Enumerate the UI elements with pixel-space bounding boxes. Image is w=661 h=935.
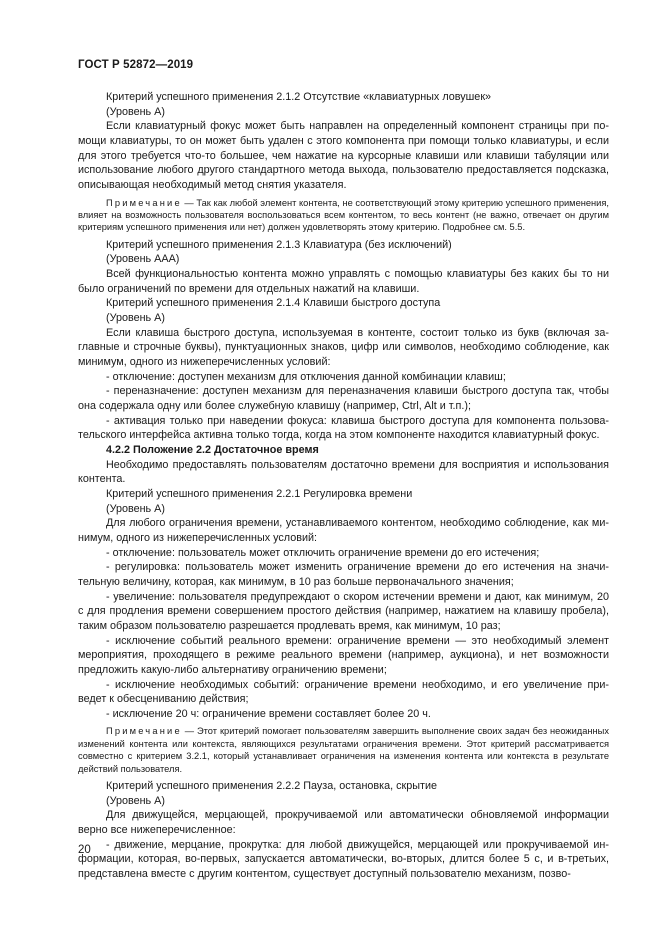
list-item: - исключение необходимых событий: ограничение времени необходимо, и его увеличение приведет к обесцениванию действия;: [78, 678, 609, 706]
criterion-heading: Критерий успешного применения 2.1.3 Клавиатура (без исключений): [106, 238, 452, 251]
list-item: - исключение событий реального времени: ограничение времени — это необходимый элемент мероприятия, проходящего в режиме реального времени (например, аукциона), и нет возможности предложить какую-либо альтернативу ограничению времени;: [78, 634, 609, 676]
paragraph: Если клавиша быстрого доступа, используемая в контенте, состоит только из букв (включая заглавные и строчные буквы), пунктуационных знаков, цифр или символов, необходимо соблюдение, как минимум, одного из нижеперечисленных условий:: [78, 326, 609, 369]
note-label: Примечание: [106, 197, 182, 208]
list-item: - регулировка: пользователь может изменить ограничение времени до его истечения на значительную величину, которая, как минимум, в 10 раз больше первоначального значения;: [78, 561, 609, 588]
criterion-heading: Критерий успешного применения 2.1.2 Отсутствие «клавиатурных ловушек»: [106, 91, 492, 103]
section-heading: 4.2.2 Положение 2.2 Достаточное время: [106, 444, 319, 456]
level-label: (Уровень А): [106, 312, 165, 325]
page-number: 20: [78, 844, 91, 856]
list-item: - исключение 20 ч: ограничение времени составляет более 20 ч.: [106, 707, 431, 720]
note: [78, 197, 609, 234]
paragraph: Если клавиатурный фокус может быть направлен на определенный компонент страницы при помощи клавиатуры, то он может быть удален с этого компонента при помощи только клавиатуры, и если для этого требуется что-то большее, чем нажатие на курсорные клавиши или клавиши табуляции или использование любого другого стандартного метода выхода, пользователю предоставляется подсказка, описывающая необходимый метод снятия указателя.: [78, 120, 609, 191]
paragraph: Всей функциональностью контента можно управлять с помощью клавиатуры без каких бы то ни было ограничений по времени для отдельных нажатий на клавиши.: [78, 268, 609, 295]
level-label: (Уровень ААА): [106, 253, 180, 266]
note-label: Примечание: [106, 726, 182, 737]
paragraph: Необходимо предоставлять пользователям достаточно времени для восприятия и использования контента.: [78, 458, 609, 486]
list-item: - увеличение: пользователя предупреждают о скором истечении времени и дают, как минимум, 20 с для продления времени совершением простого действия (например, нажатием на клавишу пробела), таким образом пользователю разрешается продлевать время, как минимум, 10 раз;: [78, 590, 609, 632]
criterion-heading: Критерий успешного применения 2.2.2 Пауза, остановка, скрытие: [106, 780, 437, 793]
document-body: [78, 90, 609, 882]
list-item: - движение, мерцание, прокрутка: для любой движущейся, мерцающей или прокручиваемой информации, которая, во-первых, запускается автоматически, во-вторых, длится более 5 с, и в-третьих, представлена вместе с другим контентом, существует доступный пользователю механизм, позво-: [78, 838, 609, 881]
note-text: — Этот критерий помогает пользователям завершить выполнение своих задач без неожиданных изменений контента или контекста, являющихся результатами ограничения времени. Этот критерий рассматривается совместно с критерием 3.2.1, который устанавливает ограничения на изменения контента или контекста в результате действий пользователя.: [78, 726, 609, 774]
paragraph: Для любого ограничения времени, устанавливаемого контентом, необходимо соблюдение, как минимум, одного из нижеперечисленных условий:: [78, 517, 609, 544]
criterion-heading: Критерий успешного применения 2.2.1 Регулировка времени: [106, 487, 413, 500]
criterion-heading: Критерий успешного применения 2.1.4 Клавиши быстрого доступа: [106, 297, 441, 310]
paragraph: Для движущейся, мерцающей, прокручиваемой или автоматически обновляемой информации верно все нижеперечисленное:: [78, 809, 609, 837]
level-label: (Уровень А): [106, 794, 165, 807]
level-label: (Уровень А): [106, 105, 165, 118]
list-item: - переназначение: доступен механизм для переназначения клавиши быстрого доступа так, чтобы она содержала одну или более служебную клавишу (например, Ctrl, Alt и т.п.);: [78, 385, 609, 413]
note: [78, 725, 609, 775]
list-item: - активация только при наведении фокуса: клавиша быстрого доступа для компонента пользовательского интерфейса активна только тогда, когда на этом компоненте находится клавиатурный фокус.: [78, 414, 609, 442]
list-item: - отключение: доступен механизм для отключения данной комбинации клавиш;: [106, 370, 506, 383]
document-header: ГОСТ Р 52872—2019: [78, 59, 194, 71]
list-item: - отключение: пользователь может отключить ограничение времени до его истечения;: [106, 546, 540, 559]
note-text: — Так как любой элемент контента, не соответствующий этому критерию успешного применения, влияет на возможность пользователя воспользоваться всем контентом, то весь контент (не важно, отвечает он другим критериям успешного применения или нет) должен удовлетворять этому критерию. Подробнее см. 5.5.: [78, 197, 609, 233]
level-label: (Уровень А): [106, 502, 165, 515]
